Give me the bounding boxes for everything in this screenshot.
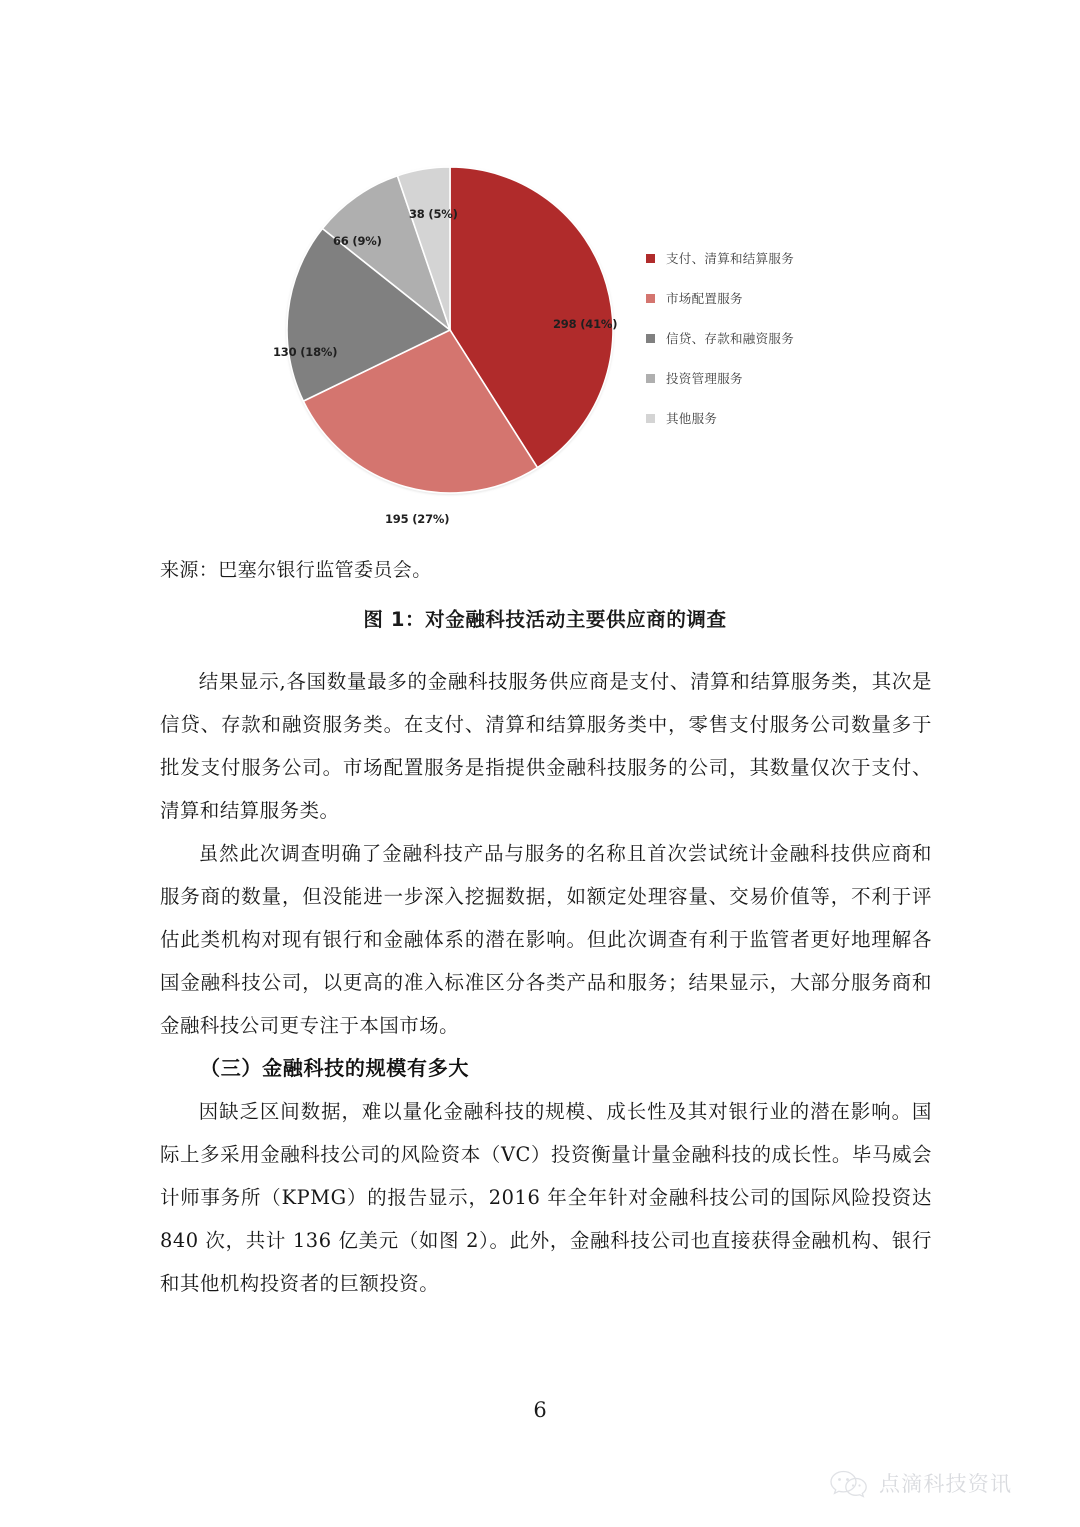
pie-slice-label: 66 (9%) — [333, 234, 382, 248]
pie-slice-label: 130 (18%) — [273, 345, 338, 359]
legend-swatch-icon — [646, 414, 655, 423]
paragraph: 虽然此次调查明确了金融科技产品与服务的名称且首次尝试统计金融科技供应商和服务商的数量，但没能进一步深入挖掘数据，如额定处理容量、交易价值等，不利于评估此类机构对现有银行和金融体系的潜在影响。但此次调查有利于监管者更好地理解各国金融科技公司，以更高的准入标准区分各类产品和服务；结果显示，大部分服务商和金融科技公司更专注于本国市场。 — [160, 842, 932, 1037]
chart-legend — [646, 238, 926, 438]
legend-label: 投资管理服务 — [666, 371, 743, 386]
section-heading: （三）金融科技的规模有多大 — [200, 1056, 470, 1080]
figure-1-pie-chart — [150, 130, 940, 540]
pie-chart-graphic — [273, 165, 618, 526]
pie-slice-label: 195 (27%) — [385, 512, 450, 526]
paragraph: 结果显示,各国数量最多的金融科技服务供应商是支付、清算和结算服务类，其次是信贷、存款和融资服务类。在支付、清算和结算服务类中，零售支付服务公司数量多于批发支付服务公司。市场配置服务是指提供金融科技服务的公司，其数量仅次于支付、清算和结算服务类。 — [160, 670, 932, 822]
legend-item — [646, 278, 926, 318]
wechat-chat-icon — [828, 1468, 870, 1498]
legend-swatch-icon — [646, 334, 655, 343]
legend-swatch-icon — [646, 254, 655, 263]
legend-label: 支付、清算和结算服务 — [666, 251, 795, 266]
page-number: 6 — [533, 1398, 547, 1422]
legend-swatch-icon — [646, 294, 655, 303]
legend-item — [646, 358, 926, 398]
legend-item — [646, 238, 926, 278]
figure-caption: 图 1：对金融科技活动主要供应商的调查 — [363, 608, 727, 631]
legend-label: 市场配置服务 — [666, 291, 743, 306]
pie-slice-label: 298 (41%) — [553, 317, 618, 331]
body-text-column — [160, 660, 932, 1305]
legend-label: 其他服务 — [666, 411, 718, 426]
legend-item — [646, 318, 926, 358]
legend-item — [646, 398, 926, 438]
figure-source-line: 来源：巴塞尔银行监管委员会。 — [160, 559, 432, 581]
watermark — [828, 1468, 1012, 1498]
pie-slice-label: 38 (5%) — [409, 207, 458, 221]
watermark-text: 点滴科技资讯 — [879, 1472, 1013, 1496]
paragraph: 因缺乏区间数据，难以量化金融科技的规模、成长性及其对银行业的潜在影响。国际上多采用金融科技公司的风险资本（VC）投资衡量计量金融科技的成长性。毕马威会计师事务所（KPMG）的报告显示，2016 年全年针对金融科技公司的国际风险投资达 840 次，共计 136 亿美元（如图 2）。此外，金融科技公司也直接获得金融机构、银行和其他机构投资者的巨额投资。 — [160, 1100, 932, 1295]
legend-label: 信贷、存款和融资服务 — [666, 331, 795, 346]
legend-swatch-icon — [646, 374, 655, 383]
